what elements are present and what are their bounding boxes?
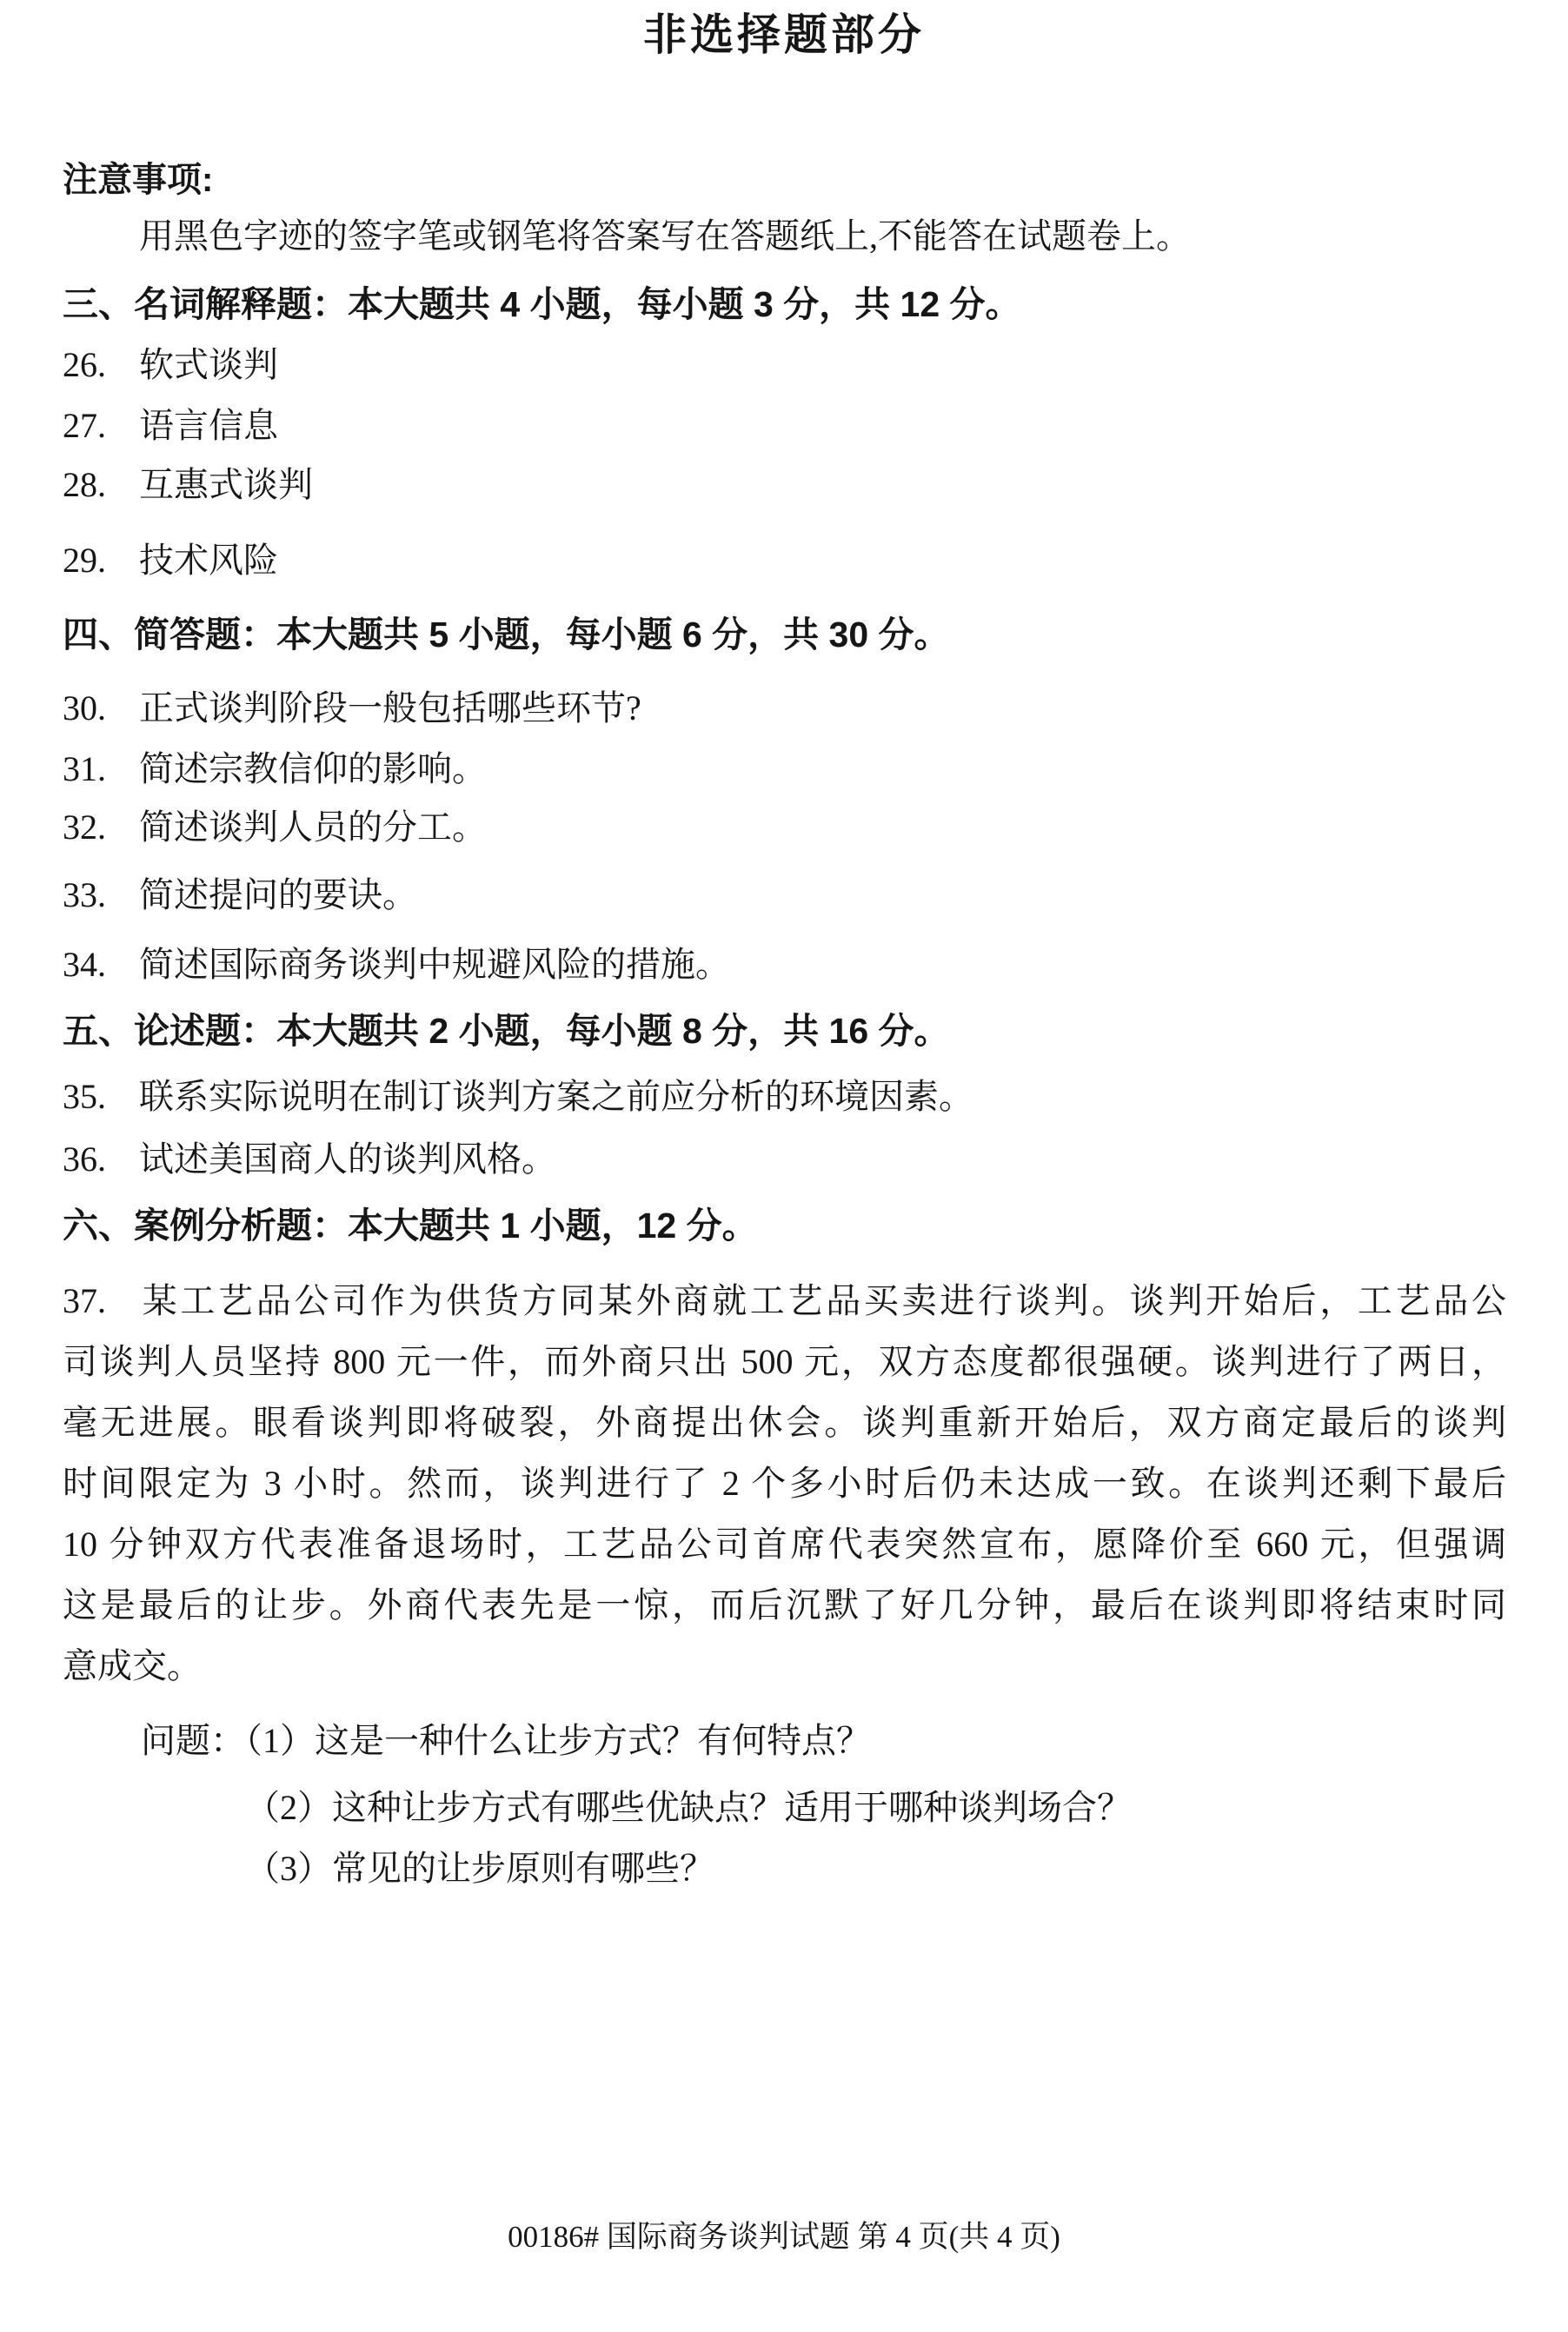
- exam-item-36: [63, 1135, 556, 1184]
- case-paragraph-line-4: 时间限定为 3 小时。然而，谈判进行了 2 个多小时后仍未达成一致。在谈判还剩下最后: [63, 1464, 1506, 1503]
- item-text: 互惠式谈判: [139, 465, 313, 504]
- exam-item-31: [63, 745, 487, 794]
- item-text: 软式谈判: [139, 345, 278, 384]
- section-heading-6: 六、案例分析题：本大题共 1 小题，12 分。: [63, 1206, 758, 1246]
- case-paragraph-line-7: 意成交。: [63, 1646, 202, 1685]
- case-paragraph-line-1: [63, 1271, 1506, 1332]
- exam-item-32: [63, 803, 487, 852]
- item-number: 27.: [63, 406, 106, 445]
- section-heading-3: 三、名词解释题：本大题共 4 小题，每小题 3 分，共 12 分。: [63, 284, 1021, 324]
- item-text: 正式谈判阶段一般包括哪些环节?: [139, 688, 641, 728]
- case-paragraph-line-6: 这是最后的让步。外商代表先是一惊，而后沉默了好几分钟，最后在谈判即将结束时同: [63, 1585, 1506, 1624]
- item-text: 简述宗教信仰的影响。: [139, 749, 487, 788]
- notice-label: 注意事项:: [63, 161, 214, 199]
- page-footer: 00186# 国际商务谈判试题 第 4 页(共 4 页): [508, 2220, 1060, 2254]
- item-number: 32.: [63, 807, 106, 847]
- item-number: 26.: [63, 345, 106, 384]
- item-number: 33.: [63, 875, 106, 914]
- exam-item-34: [63, 940, 730, 989]
- case-paragraph-line-3: 毫无进展。眼看谈判即将破裂，外商提出休会。谈判重新开始后，双方商定最后的谈判: [63, 1403, 1506, 1442]
- questions-label: 问题：: [141, 1721, 245, 1760]
- page-title: 非选择题部分: [643, 10, 925, 59]
- case-paragraph-line-5: 10 分钟双方代表准备退场时，工艺品公司首席代表突然宣布，愿降价至 660 元，但强调: [63, 1525, 1506, 1564]
- item-text: 简述国际商务谈判中规避风险的措施。: [139, 945, 730, 984]
- item-number: 35.: [63, 1077, 106, 1116]
- item-number: 37.: [63, 1281, 106, 1320]
- item-number: 36.: [63, 1139, 106, 1179]
- item-text: 试述美国商人的谈判风格。: [139, 1139, 556, 1179]
- case-paragraph-line-2: 司谈判人员坚持 800 元一件，而外商只出 500 元，双方态度都很强硬。谈判进行了两日，: [63, 1342, 1506, 1381]
- notice-text: 用黑色字迹的签字笔或钢笔将答案写在答题纸上,不能答在试题卷上。: [139, 216, 1191, 256]
- exam-item-29: [63, 536, 278, 585]
- item-number: 29.: [63, 541, 106, 580]
- exam-item-28: [63, 461, 313, 509]
- case-question-3: （3）常见的让步原则有哪些？: [245, 1849, 714, 1888]
- exam-item-33: [63, 871, 417, 920]
- item-number: 31.: [63, 749, 106, 788]
- exam-item-27: [63, 402, 278, 450]
- exam-item-26: [63, 341, 278, 389]
- item-text: 语言信息: [139, 406, 278, 445]
- case-question-1: [141, 1711, 871, 1771]
- case-question-2: （2）这种让步方式有哪些优缺点？适用于哪种谈判场合？: [245, 1788, 1132, 1827]
- exam-item-30: [63, 684, 641, 733]
- section-heading-5: 五、论述题：本大题共 2 小题，每小题 8 分，共 16 分。: [63, 1011, 950, 1051]
- item-number: 30.: [63, 688, 106, 728]
- case-text: 某工艺品公司作为供货方同某外商就工艺品买卖进行谈判。谈判开始后，工艺品公: [139, 1281, 1506, 1320]
- exam-item-35: [63, 1073, 973, 1121]
- item-number: 28.: [63, 465, 106, 504]
- item-text: 技术风险: [139, 541, 278, 580]
- item-text: 简述提问的要诀。: [139, 875, 417, 914]
- question-text: （1）这是一种什么让步方式？有何特点？: [245, 1721, 871, 1760]
- item-text: 联系实际说明在制订谈判方案之前应分析的环境因素。: [139, 1077, 973, 1116]
- item-number: 34.: [63, 945, 106, 984]
- item-text: 简述谈判人员的分工。: [139, 807, 487, 847]
- section-heading-4: 四、简答题：本大题共 5 小题，每小题 6 分，共 30 分。: [63, 615, 950, 654]
